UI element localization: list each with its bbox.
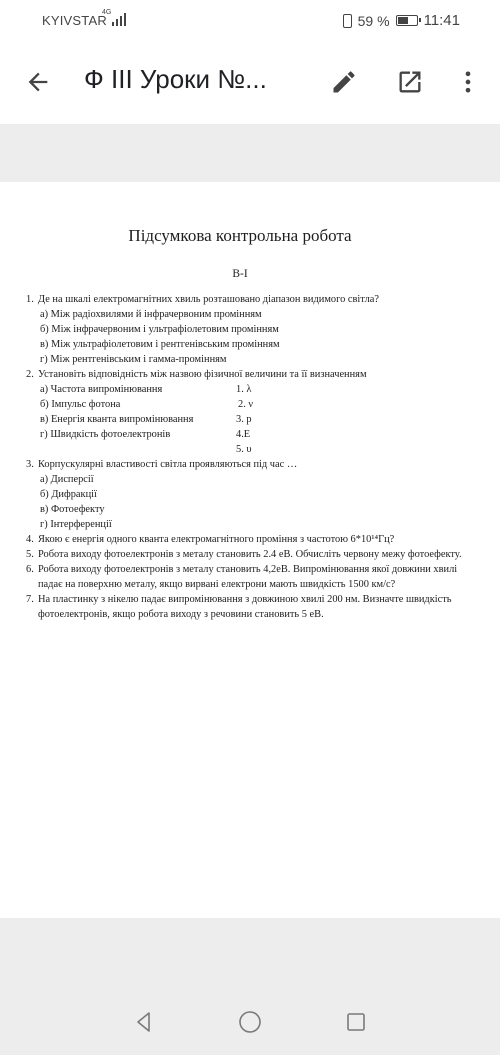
question-3 — [26, 457, 466, 472]
nav-home-button[interactable] — [230, 1002, 270, 1042]
question-7 — [26, 592, 466, 622]
question-1 — [26, 292, 466, 307]
match-right: 3. p — [236, 414, 252, 425]
viewer-background-top — [0, 124, 500, 182]
match-left: б) Імпульс фотона — [40, 399, 121, 410]
network-type: 4G — [102, 9, 112, 16]
match-row — [26, 382, 466, 397]
viewer-background-bottom — [0, 918, 500, 988]
nav-back-button[interactable] — [124, 1002, 164, 1042]
question-6 — [26, 562, 466, 592]
match-right: 4.E — [236, 429, 251, 440]
document-title: Ф III Уроки №... — [84, 64, 267, 94]
nav-recents-button[interactable] — [336, 1002, 376, 1042]
question-text: Робота виходу фотоелектронів з металу становить 4,2еВ. Випромінювання якої довжини хвилі падає на поверхню металу, якщо вирвані електрони мають швидкість 1500 км/с? — [38, 564, 458, 590]
question-2 — [26, 367, 466, 382]
edit-button[interactable] — [322, 60, 366, 104]
question-number: 1. — [26, 294, 34, 305]
answer-option: б) Між інфрачервоним і ультрафіолетовим промінням — [40, 324, 279, 335]
battery-icon — [396, 15, 418, 26]
question-number: 2. — [26, 369, 34, 380]
answer-option: а) Дисперсії — [40, 474, 94, 485]
question-number: 3. — [26, 459, 34, 470]
question-number: 7. — [26, 594, 34, 605]
question-number: 4. — [26, 534, 34, 545]
question-text: Робота виходу фотоелектронів з металу становить 2.4 еВ. Обчисліть червону межу фотоефекту. — [38, 549, 462, 560]
app-bar — [0, 40, 500, 124]
status-bar — [0, 0, 500, 40]
vibrate-icon — [343, 14, 352, 28]
document-body — [26, 292, 466, 622]
match-row — [26, 397, 466, 412]
question-number: 5. — [26, 549, 34, 560]
question-number: 6. — [26, 564, 34, 575]
match-left: а) Частота випромінювання — [40, 384, 163, 395]
match-row — [26, 442, 466, 457]
question-text: Де на шкалі електромагнітних хвиль розташовано діапазон видимого світла? — [38, 294, 380, 305]
answer-option: г) Інтерференції — [40, 519, 112, 530]
more-options-button[interactable] — [446, 60, 490, 104]
clock: 11:41 — [423, 12, 460, 29]
question-5 — [26, 547, 466, 562]
nav-back-icon — [132, 1010, 156, 1034]
back-arrow-icon — [24, 68, 52, 96]
match-right: 1. λ — [236, 384, 252, 395]
match-right: 2. ν — [238, 399, 254, 410]
document-page[interactable] — [0, 182, 500, 918]
signal-icon — [112, 12, 128, 26]
question-text: На пластинку з нікелю падає випромінювання з довжиною хвилі 200 нм. Визначте швидкість фотоелектронів, якщо робота виходу з речовини становить 5 еВ. — [38, 594, 452, 620]
match-left: в) Енергія кванта випромінювання — [40, 414, 194, 425]
question-4 — [26, 532, 466, 547]
match-row — [26, 412, 466, 427]
question-text: Установіть відповідність між назвою фізичної величини та її визначенням — [38, 369, 367, 380]
open-external-icon — [396, 68, 424, 96]
more-vert-icon — [454, 68, 482, 96]
answer-option: б) Дифракції — [40, 489, 97, 500]
answer-option: в) Між ультрафіолетовим і рентгенівським промінням — [40, 339, 280, 350]
answer-option: г) Між рентгенівським і гамма-промінням — [40, 354, 227, 365]
question-text: Якою є енергія одного кванта електромагнітного проміння з частотою 6*10¹⁴Гц? — [38, 534, 395, 545]
pencil-icon — [330, 68, 358, 96]
match-right: 5. υ — [236, 444, 252, 455]
nav-home-icon — [237, 1009, 263, 1035]
nav-recents-icon — [344, 1010, 368, 1034]
document-heading: Підсумкова контрольна робота — [128, 226, 352, 245]
open-external-button[interactable] — [388, 60, 432, 104]
match-row — [26, 427, 466, 442]
battery-percent: 59 % — [357, 12, 390, 29]
match-left: г) Швидкість фотоелектронів — [40, 429, 171, 440]
system-navigation-bar — [0, 988, 500, 1055]
answer-option: в) Фотоефекту — [40, 504, 105, 515]
question-text: Корпускулярні властивості світла проявляються під час … — [38, 459, 298, 470]
carrier-name: KYIVSTAR — [42, 13, 107, 28]
document-variant: В-І — [232, 268, 248, 280]
back-button[interactable] — [16, 60, 60, 104]
answer-option: а) Між радіохвилями й інфрачервоним промінням — [40, 309, 262, 320]
